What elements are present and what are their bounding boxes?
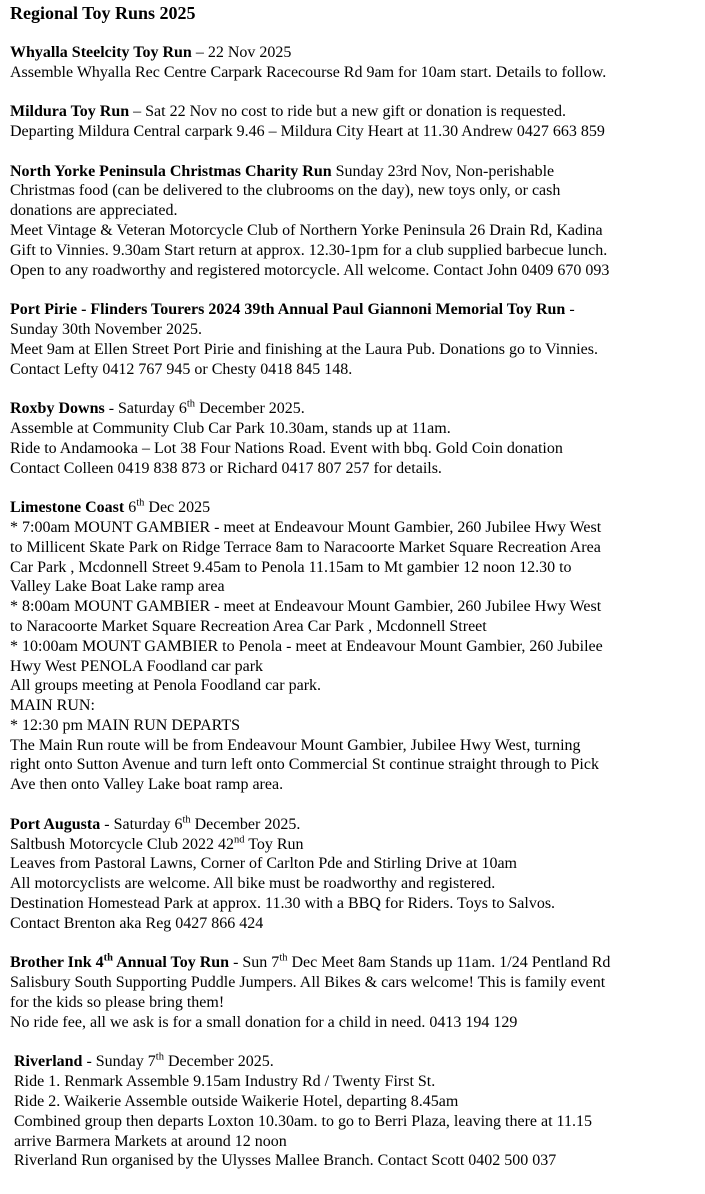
bold-text-run: Mildura Toy Run [10,103,130,121]
text-run: Destination Homestead Park at approx. 11.30 with a BBQ for Riders. Toys to Salvos. [10,895,556,913]
text-run: Ride 1. Renmark Assemble 9.15am Industry Rd / Twenty First St. [10,1073,436,1091]
text-run: Gift to Vinnies. 9.30am Start return at approx. 12.30-1pm for a club supplied barbecue lunch. [10,241,608,259]
text-run: Sunday 30th November 2025. [10,320,202,338]
text-run: Contact Lefty 0412 767 945 or Chesty 0418 845 148. [10,360,353,378]
text-line [10,1132,699,1152]
text-line [10,181,699,201]
text-line [10,320,699,340]
text-run: - [565,301,575,319]
text-line [10,538,699,558]
text-line [10,854,699,874]
text-run: The Main Run route will be from Endeavour Mount Gambier, Jubilee Hwy West, turning [10,736,581,754]
superscript-run: th [103,953,113,965]
text-line [10,221,699,241]
text-line [10,914,699,934]
text-line [10,953,699,973]
section-north-yorke-peninsula [10,162,699,281]
text-run: Ride to Andamooka – Lot 38 Four Nations Road. Event with bbq. Gold Coin donation [10,439,563,457]
text-run: Valley Lake Boat Lake ramp area [10,578,225,596]
text-run: Sunday 23rd Nov, Non-perishable [331,162,555,180]
bold-text-run: Annual Toy Run [113,954,230,972]
text-run: Christmas food (can be delivered to the clubrooms on the day), new toys only, or cash [10,182,561,200]
text-line [10,617,699,637]
text-run: to Naracoorte Market Square Recreation Area Car Park , Mcdonnell Street [10,617,487,635]
text-run: Departing Mildura Central carpark 9.46 – Mildura City Heart at 11.30 Andrew 0427 663 859 [10,122,605,140]
text-line [10,993,699,1013]
text-run: * 12:30 pm MAIN RUN DEPARTS [10,716,241,734]
section-riverland [10,1052,699,1171]
text-line [10,122,699,142]
text-line [10,498,699,518]
text-run: 6 [124,499,137,517]
superscript-run: th [279,953,288,965]
text-run: Leaves from Pastoral Lawns, Corner of Carlton Pde and Stirling Drive at 10am [10,855,517,873]
text-run: December 2025. [195,400,305,418]
text-line [10,1151,699,1171]
text-run: right onto Sutton Avenue and turn left onto Commercial St continue straight through to Pick [10,756,599,774]
text-line [10,577,699,597]
text-line [10,558,699,578]
text-run: MAIN RUN: [10,697,95,715]
section-brother-ink [10,953,699,1032]
superscript-run: th [186,398,196,410]
text-line [10,1013,699,1033]
text-line [10,162,699,182]
text-run: Riverland Run organised by the Ulysses Mallee Branch. Contact Scott 0402 500 037 [10,1152,557,1170]
text-line [10,736,699,756]
text-run: Contact Colleen 0419 838 873 or Richard 0417 807 257 for details. [10,459,442,477]
text-line [10,815,699,835]
bold-text-run: Port Augusta [10,815,101,833]
blank-line [10,23,699,43]
section-port-augusta [10,815,699,934]
text-run: December 2025. [190,815,301,833]
superscript-run: th [136,497,145,509]
text-run: - Saturday 6 [104,400,187,418]
blank-line [10,795,699,815]
text-run: Ave then onto Valley Lake boat ramp area. [10,776,284,794]
text-run: Saltbush Motorcycle Club 2022 42 [10,835,234,853]
text-line [10,241,699,261]
text-run: Dec 2025 [144,499,211,517]
text-run: - Sunday 7 [82,1053,156,1071]
text-run: Meet Vintage & Veteran Motorcycle Club of Northern Yorke Peninsula 26 Drain Rd, Kadina [10,221,603,239]
text-run: Assemble Whyalla Rec Centre Carpark Racecourse Rd 9am for 10am start. Details to follow. [10,63,607,81]
text-line [10,1052,699,1072]
text-line [10,696,699,716]
blank-line [10,379,699,399]
text-line [10,1112,699,1132]
text-run: for the kids so please bring them! [10,994,225,1012]
text-line [10,102,699,122]
bold-text-run: North Yorke Peninsula Christmas Charity Run [10,162,332,180]
text-run: * 7:00am MOUNT GAMBIER - meet at Endeavour Mount Gambier, 260 Jubilee Hwy West [10,518,602,536]
bold-text-run: Riverland [14,1053,83,1071]
section-roxby-downs [10,399,699,478]
text-run: Meet 9am at Ellen Street Port Pirie and finishing at the Laura Pub. Donations go to Vinnies. [10,340,598,358]
section-limestone-coast [10,498,699,795]
superscript-run: th [155,1052,164,1064]
blank-line [10,142,699,162]
bold-text-run: Limestone Coast [10,499,125,517]
bold-text-run: Port Pirie - Flinders Tourers 2024 39th Annual Paul Giannoni Memorial Toy Run [10,301,566,319]
text-line [10,63,699,83]
text-line [10,637,699,657]
text-line [10,755,699,775]
superscript-run: nd [233,834,245,846]
text-run: – 22 Nov 2025 [191,43,292,61]
superscript-run: th [182,814,191,826]
text-line [10,716,699,736]
bold-text-run: Whyalla Steelcity Toy Run [10,43,192,61]
text-line [10,261,699,281]
text-line [10,973,699,993]
text-line [10,1072,699,1092]
text-run: - Sun 7 [229,954,280,972]
section-mildura [10,102,699,142]
text-line [10,439,699,459]
text-run: – Sat 22 Nov no cost to ride but a new gift or donation is requested. [129,103,566,121]
text-line [10,459,699,479]
text-run: All motorcyclists are welcome. All bike must be roadworthy and registered. [10,875,496,893]
blank-line [10,478,699,498]
text-run: * 10:00am MOUNT GAMBIER to Penola - meet at Endeavour Mount Gambier, 260 Jubilee [10,637,603,655]
text-run: Ride 2. Waikerie Assemble outside Waikerie Hotel, departing 8.45am [10,1093,459,1111]
section-port-pirie [10,300,699,379]
text-line [10,597,699,617]
page-title: Regional Toy Runs 2025 [10,3,196,23]
text-line [10,874,699,894]
document-body [10,23,699,1171]
text-line [10,1092,699,1112]
text-line [10,300,699,320]
text-line [10,43,699,63]
text-run: Assemble at Community Club Car Park 10.30am, stands up at 11am. [10,419,451,437]
text-run: arrive Barmera Markets at around 12 noon [10,1132,287,1150]
text-run: to Millicent Skate Park on Ridge Terrace 8am to Naracoorte Market Square Recreation Area [10,538,601,556]
text-line [10,676,699,696]
text-line [10,340,699,360]
text-run: December 2025. [163,1053,274,1071]
text-line [10,518,699,538]
section-whyalla-steelcity [10,43,699,83]
text-run: Toy Run [244,835,304,853]
text-line [10,775,699,795]
text-run: Dec Meet 8am Stands up 11am. 1/24 Pentland Rd [287,954,611,972]
blank-line [10,82,699,102]
text-run: Salisbury South Supporting Puddle Jumpers. All Bikes & cars welcome! This is family event [10,974,606,992]
text-run: Hwy West PENOLA Foodland car park [10,657,264,675]
blank-line [10,1033,699,1053]
bold-text-run: Brother Ink 4 [10,954,104,972]
text-run: - Saturday 6 [100,815,183,833]
bold-text-run: Roxby Downs [10,400,105,418]
text-run: Combined group then departs Loxton 10.30am. to go to Berri Plaza, leaving there at 11.15 [10,1112,592,1130]
text-run: Car Park , Mcdonnell Street 9.45am to Penola 11.15am to Mt gambier 12 noon 12.30 to [10,558,572,576]
blank-line [10,934,699,954]
text-line [10,360,699,380]
text-run: donations are appreciated. [10,202,178,220]
text-run: * 8:00am MOUNT GAMBIER - meet at Endeavour Mount Gambier, 260 Jubilee Hwy West [10,598,602,616]
text-line [10,201,699,221]
text-run: No ride fee, all we ask is for a small donation for a child in need. 0413 194 129 [10,1013,518,1031]
text-run: Open to any roadworthy and registered motorcycle. All welcome. Contact John 0409 670 093 [10,261,610,279]
text-run: Contact Brenton aka Reg 0427 866 424 [10,914,264,932]
text-line [10,657,699,677]
text-line [10,419,699,439]
text-line [10,399,699,419]
text-run: All groups meeting at Penola Foodland car park. [10,677,322,695]
text-line [10,835,699,855]
blank-line [10,280,699,300]
text-line [10,894,699,914]
